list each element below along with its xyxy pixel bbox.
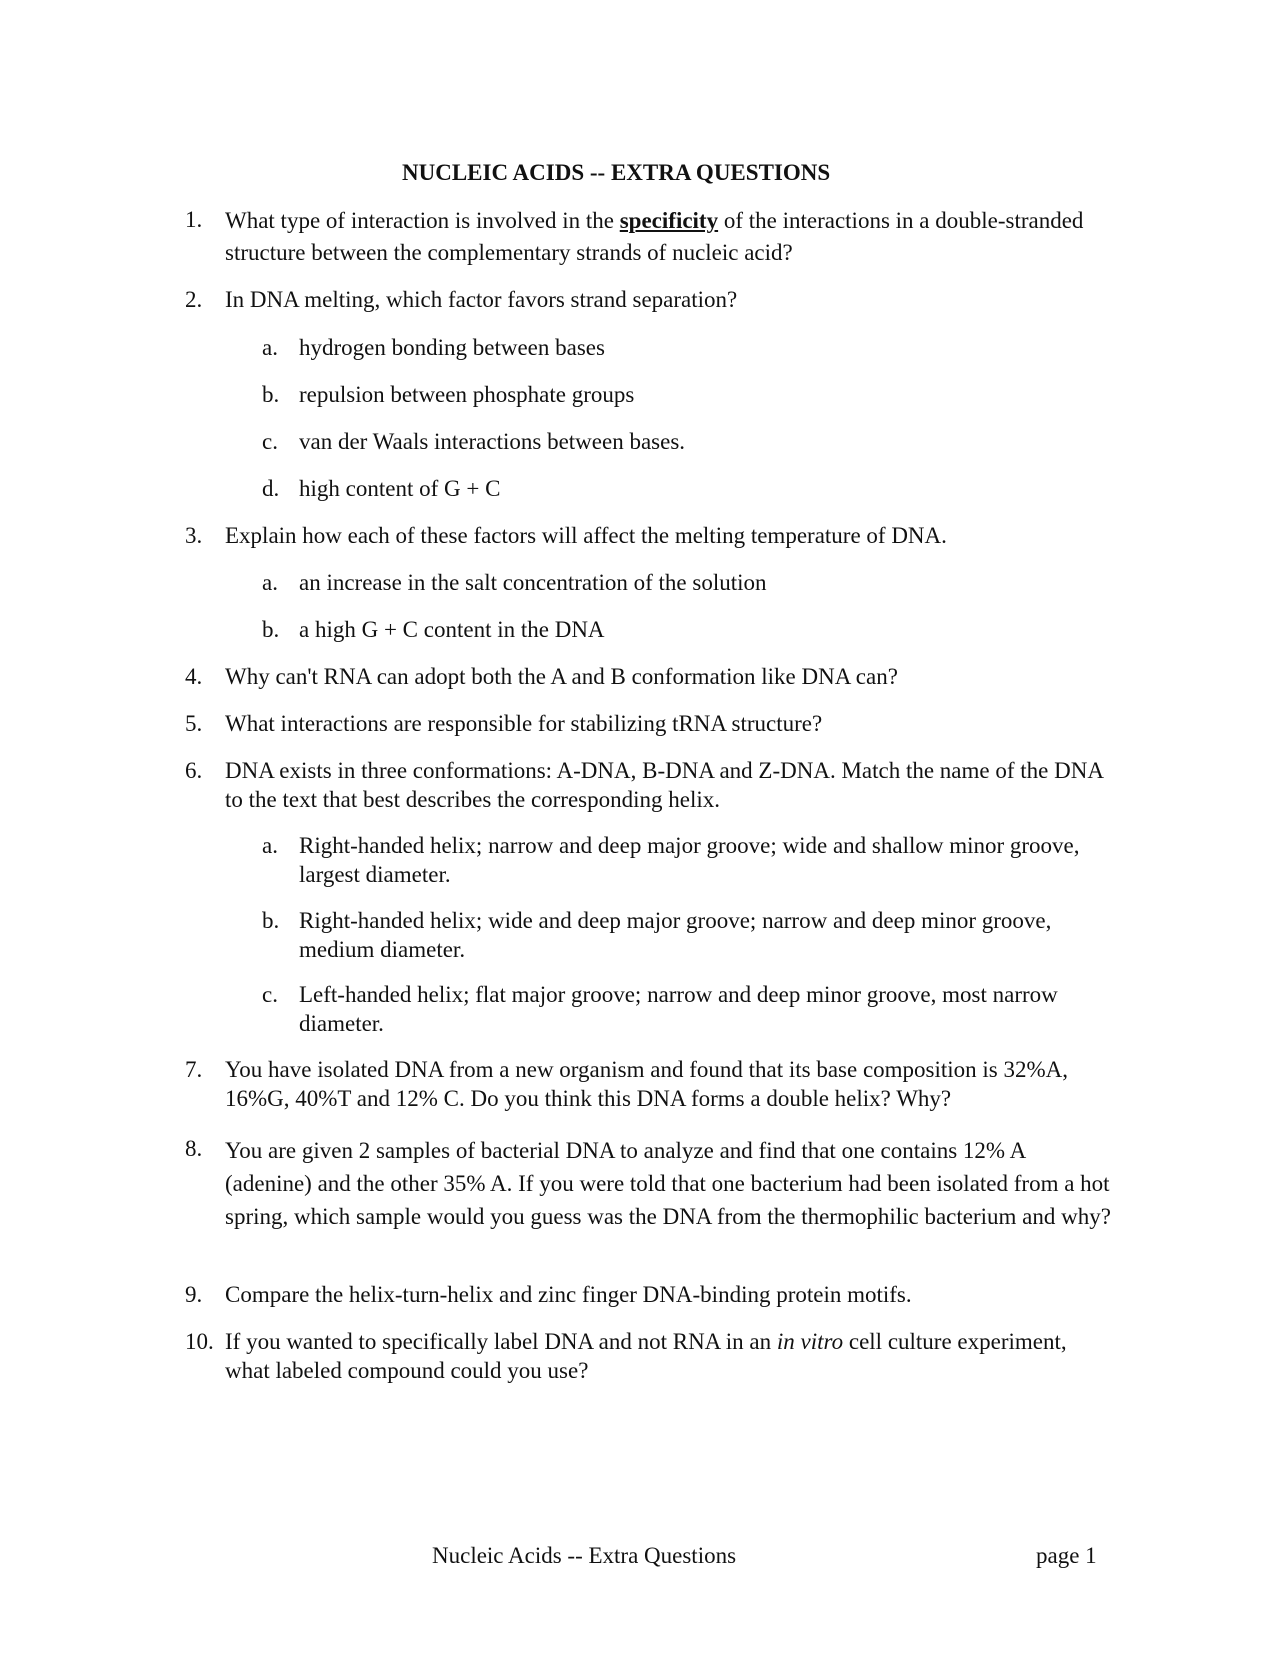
question-text: What interactions are responsible for stabilizing tRNA structure? — [225, 711, 823, 736]
question-number: 1. — [185, 207, 203, 232]
question-text: What type of interaction is involved in the specificity of the interactions in a double-stranded structure between the complementary strands of nucleic acid? — [225, 208, 1084, 265]
question-text: In DNA melting, which factor favors strand separation? — [225, 287, 738, 312]
question-text: If you wanted to specifically label DNA and not RNA in an in vitro cell culture experiment, what labeled compound could you use? — [225, 1329, 1067, 1383]
footer-page-number: page 1 — [1036, 1543, 1097, 1568]
document-page: NUCLEIC ACIDS -- EXTRA QUESTIONS 1. What type of interaction is involved in the specificity of the interactions in a double-stranded structure between the complementary strands of nucleic acid? 2. In DNA melting, which factor favors strand separation? a. hydrogen bonding between bases b. repulsion between phosphate groups c. van der Waals interactions between bases. d. high content of G + C 3. Explain how each of these factors will affect the melting temperature of DNA. a. an increase in the salt concentration of the solution b. a high G + C content in the DNA 4. Why can't RNA can adopt both the A and B conformation like DNA can? 5. What interactions are responsible for stabilizing tRNA structure? 6. DNA exists in three conformations: A-DNA, B-DNA and Z-DNA. Match the name of the DNA to the text that best describes the corresponding helix. a. Right-handed helix; narrow and deep major groove; wide and shallow minor groove, largest diameter. b. Right-handed helix; wide and deep major groove; narrow and deep minor groove, medium diameter. c. Left-handed helix; flat major groove; narrow and deep minor groove, most narrow diameter. 7. You have isolated DNA from a new organism and found that its base composition is 32%A, 16%G, 40%T and 12% C. Do you think this DNA forms a double helix? Why? 8. You are given 2 samples of bacterial DNA to analyze and find that one contains 12% A (adenine) and the other 35% A. If you were told that one bacterium had been isolated from a hot spring, which sample would you guess was the DNA from the thermophilic bacterium and why? 9. Compare the helix-turn-helix and zinc finger DNA-binding protein motifs. 10. If you wanted to specifically label DNA and not RNA in an in vitro cell culture experiment, what labeled compound could you use? Nucleic Acids -- Extra Questions page 1 — [0, 0, 1280, 1656]
italic-in-vitro: in vitro — [776, 1329, 844, 1354]
question-text: You are given 2 samples of bacterial DNA to analyze and find that one contains 12% A (adenine) and the other 35% A. If you were told that one bacterium had been isolated from a hot spring, which sample would you guess was the DNA from the thermophilic bacterium and why? — [225, 1138, 1111, 1229]
question-number: 9. — [185, 1282, 203, 1307]
emphasis-specificity: specificity — [619, 208, 719, 233]
question-number: 4. — [185, 664, 203, 689]
question-text: Compare the helix-turn-helix and zinc finger DNA-binding protein motifs. — [225, 1282, 912, 1307]
question-text: Explain how each of these factors will affect the melting temperature of DNA. — [225, 523, 947, 548]
question-number: 3. — [185, 523, 203, 548]
question-number: 7. — [185, 1057, 203, 1082]
question-number: 10. — [185, 1329, 214, 1354]
question-text: You have isolated DNA from a new organism and found that its base composition is 32%A, 16%G, 40%T and 12% C. Do you think this DNA forms a double helix? Why? — [225, 1057, 1069, 1111]
question-text: Why can't RNA can adopt both the A and B conformation like DNA can? — [225, 664, 898, 689]
page-title: NUCLEIC ACIDS -- EXTRA QUESTIONS — [402, 160, 831, 185]
question-number: 2. — [185, 287, 203, 312]
question-number: 6. — [185, 758, 203, 783]
question-text: DNA exists in three conformations: A-DNA, B-DNA and Z-DNA. Match the name of the DNA to the text that best describes the corresponding helix. — [225, 758, 1103, 812]
footer-title: Nucleic Acids -- Extra Questions — [432, 1543, 737, 1568]
question-number: 5. — [185, 711, 203, 736]
question-number: 8. — [185, 1136, 203, 1161]
